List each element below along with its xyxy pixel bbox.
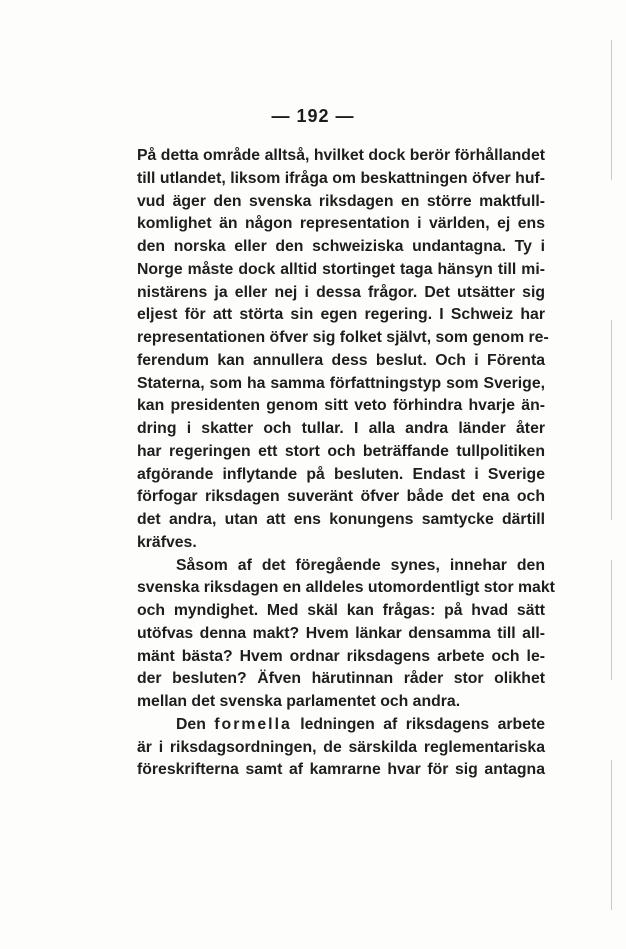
text-line: der besluten? Äfven härutinnan råder stor olikhet [137,670,545,688]
text-line-paragraph-start [137,714,545,737]
text-line: kräfves. [137,533,197,551]
page-number: — 192 — [271,106,355,126]
text-line: och myndighet. Med skäl kan frågas: på hvad sätt [137,602,545,619]
text-line: den norska eller den schweiziska undantagna. Ty i [137,238,545,255]
text-line: afgörande inflytande på besluten. Endast i Sverige [137,465,545,483]
text-line: komlighet än någon representation i världen, ej ens [137,215,545,233]
page-edge-line [611,560,612,680]
text-line: nistärens ja eller nej i dessa frågor. Det utsätter sig [137,283,545,301]
text-line: det andra, utan att ens konungens samtycke därtill [137,511,545,528]
text-line: ferendum kan annullera dess beslut. Och i Förenta [137,351,545,369]
text-line: mänt bästa? Hvem ordnar riksdagens arbete och le- [137,647,545,665]
text-line: föreskrifterna samt af kamrarne hvar för sig antagna [137,761,545,779]
text-line: representationen öfver sig folket självt, som genom re- [137,329,549,346]
page-edge-line [611,320,612,520]
text-line: Norge måste dock alltid stortinget taga hänsyn till mi- [137,260,545,278]
text-line: svenska riksdagen en alldeles utomordentligt stor makt [137,579,555,597]
text-line: vud äger den svenska riksdagen en större maktfull- [137,192,545,210]
emphasized-word: formella [214,715,292,733]
text-line: till utlandet, liksom ifråga om beskattningen öfver huf- [137,169,545,187]
text-line: kan presidenten genom sitt veto förhindra hvarje än- [137,397,545,415]
text-line: eljest för att störta sin egen regering. I Schweiz har [137,306,545,324]
text-line: mellan det svenska parlamentet och andra. [137,693,461,710]
text-line: Staterna, som ha samma författningstyp som Sverige, [137,374,545,392]
text-line: har regeringen ett stort och beträffande tullpolitiken [137,442,545,460]
text-line: dring i skatter och tullar. I alla andra länder åter [137,420,545,437]
text-line-rest: ledningen af riksdagens arbete [300,715,546,733]
body-text [137,145,555,782]
text-line: utöfvas denna makt? Hvem länkar densamma till all- [137,624,545,642]
text-line: På detta område alltså, hvilket dock berör förhållandet [137,147,545,164]
text-line: förfogar riksdagen suveränt öfver både det ena och [137,488,545,506]
paragraph-first-word: Den [176,715,206,733]
text-line: är i riksdagsordningen, de särskilda reglementariska [137,738,545,756]
page-edge-line [611,760,612,910]
text-line: Såsom af det föregående synes, innehar den [176,556,545,574]
